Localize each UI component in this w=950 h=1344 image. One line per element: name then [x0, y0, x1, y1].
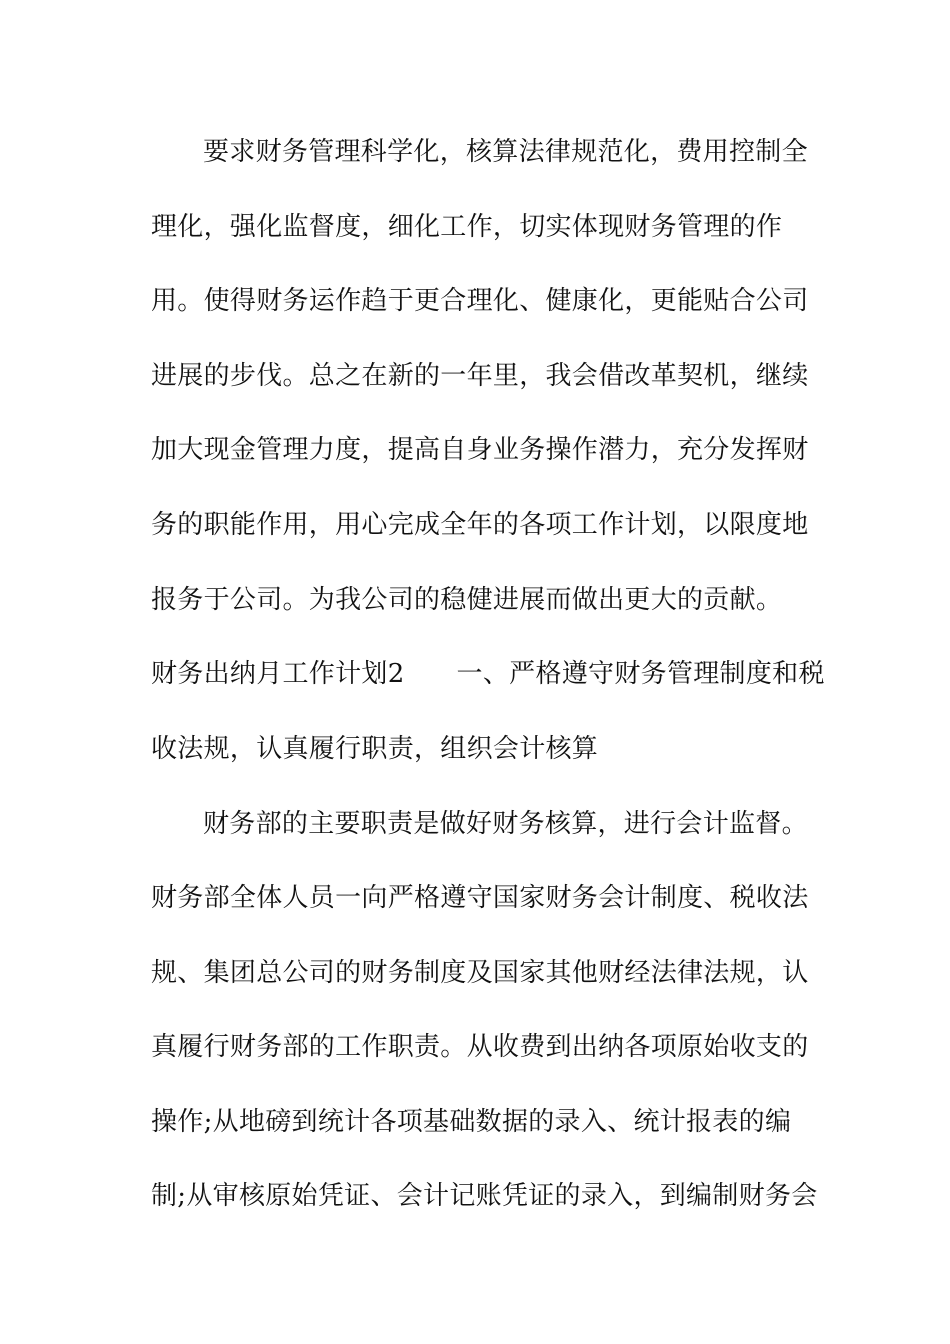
paragraph-line: 进展的步伐。总之在新的一年里，我会借改革契机，继续 [151, 361, 809, 391]
section-heading-line [151, 659, 825, 689]
paragraph-line: 收法规，认真履行职责，组织会计核算 [151, 734, 599, 764]
paragraph-line: 报务于公司。为我公司的稳健进展而做出更大的贡献。 [151, 585, 783, 615]
paragraph-line: 加大现金管理力度，提高自身业务操作潜力，充分发挥财 [151, 435, 809, 465]
paragraph-line: 规、集团总公司的财务制度及国家其他财经法律法规，认 [151, 958, 809, 988]
paragraph-line: 理化，强化监督度，细化工作，切实体现财务管理的作 [151, 212, 783, 242]
paragraph-line: 制;从审核原始凭证、会计记账凭证的录入，到编制财务会 [151, 1181, 818, 1211]
paragraph-line: 务的职能作用，用心完成全年的各项工作计划，以限度地 [151, 510, 809, 540]
paragraph-line: 用。使得财务运作趋于更合理化、健康化，更能贴合公司 [151, 286, 809, 316]
paragraph-line: 真履行财务部的工作职责。从收费到出纳各项原始收支的 [151, 1032, 809, 1062]
paragraph-line: 财务部的主要职责是做好财务核算，进行会计监督。 [203, 809, 808, 839]
paragraph-line: 财务部全体人员一向严格遵守国家财务会计制度、税收法 [151, 883, 809, 913]
section-title: 财务出纳月工作计划2 [151, 659, 405, 689]
section-heading: 一、严格遵守财务管理制度和税 [456, 659, 825, 689]
paragraph-line: 操作;从地磅到统计各项基础数据的录入、统计报表的编 [151, 1107, 792, 1137]
paragraph-line: 要求财务管理科学化，核算法律规范化，费用控制全 [203, 137, 808, 167]
